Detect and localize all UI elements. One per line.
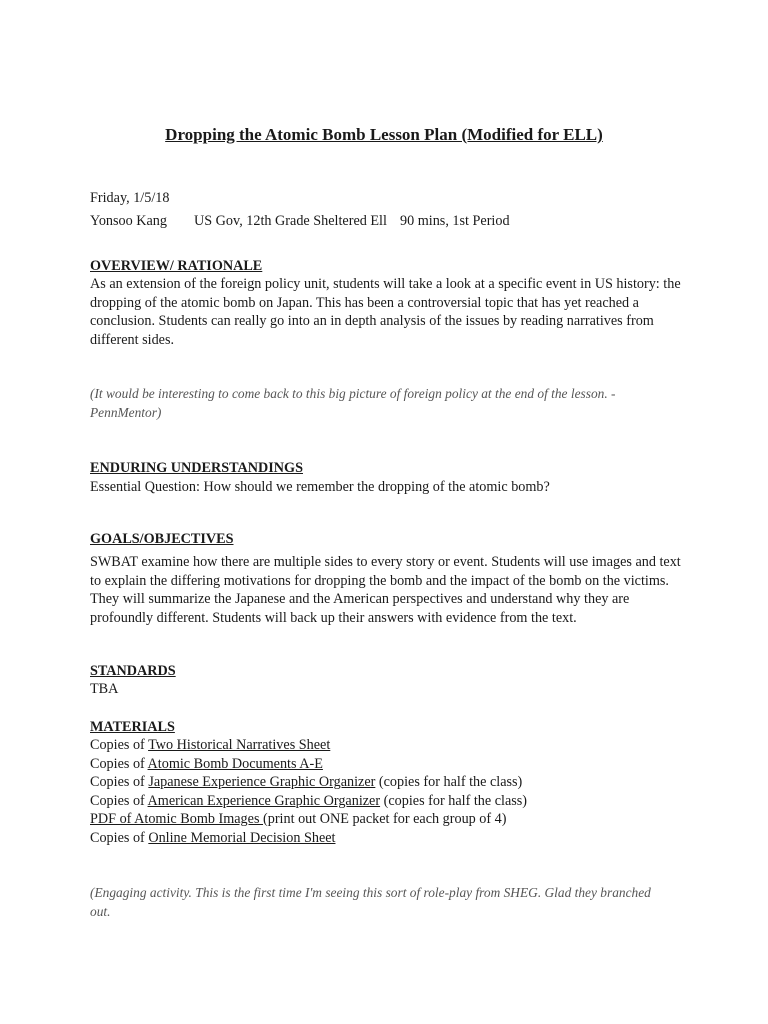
enduring-understandings-heading: ENDURING UNDERSTANDINGS [90,460,303,476]
material-link[interactable]: Two Historical Narratives Sheet [148,737,331,753]
materials-item [90,810,682,829]
materials-list [90,736,682,848]
materials-item [90,829,682,848]
materials-heading: MATERIALS [90,719,175,735]
item-prefix: Copies of [90,829,149,846]
material-link[interactable]: Atomic Bomb Documents A-E [147,755,323,772]
item-prefix: Copies of [90,774,149,791]
materials-item [90,755,682,774]
standards-text: TBA [90,681,119,697]
lesson-date: Friday, 1/5/18 [90,190,170,206]
goals-body [90,553,682,627]
overview-heading: OVERVIEW/ RATIONALE [90,258,263,274]
material-link[interactable]: Online Memorial Decision Sheet [148,829,336,846]
material-link[interactable]: PDF of Atomic Bomb Images [90,811,264,828]
class-duration: 90 mins, 1st Period [400,213,510,229]
goals-line: profoundly different. Students will back up their answers with evidence from the text. [90,609,577,626]
overview-line: dropping of the atomic bomb on Japan. This has been a controversial topic that has yet reached a [90,294,639,311]
goals-line: SWBAT examine how there are multiple sides to every story or event. Students will use images and text [90,554,681,570]
standards-heading: STANDARDS [90,663,176,679]
lesson-info-line [90,212,682,231]
material-link[interactable]: American Experience Graphic Organizer [147,792,381,809]
comment-line: PennMentor) [90,404,162,420]
item-suffix: (copies for half the class) [375,774,523,791]
materials-item [90,792,682,811]
essential-question: Essential Question: How should we remember the dropping of the atomic bomb? [90,479,550,495]
item-prefix: Copies of [90,755,148,772]
materials-item [90,736,682,755]
overview-line: different sides. [90,331,175,348]
comment-line: (Engaging activity. This is the first time I'm seeing this sort of role-play from SHEG. Glad they branched [90,885,651,900]
overview-line: As an extension of the foreign policy unit, students will take a look at a specific event in US history: the [90,276,681,292]
item-prefix: Copies of [90,792,148,809]
overview-body [90,275,682,349]
item-suffix: (copies for half the class) [380,792,528,809]
goals-line: to explain the differing motivations for dropping the bomb and the impact of the bomb on the victims. [90,572,669,589]
teacher-name: Yonsoo Kang [90,213,167,229]
mentor-comment [90,385,682,422]
goals-line: They will summarize the Japanese and the American perspectives and understand why they are [90,591,630,608]
course-name: US Gov, 12th Grade Sheltered Ell [194,213,387,229]
overview-line: conclusion. Students can really go into an in depth analysis of the issues by reading narratives from [90,313,654,330]
materials-item [90,773,682,792]
item-prefix: Copies of [90,737,149,753]
material-link[interactable]: Japanese Experience Graphic Organizer [148,774,376,791]
goals-heading: GOALS/OBJECTIVES [90,531,234,547]
comment-line: out. [90,903,111,919]
comment-line: (It would be interesting to come back to this big picture of foreign policy at the end of the lesson. - [90,386,616,401]
item-suffix: (print out ONE packet for each group of 4) [263,811,507,828]
document-title: Dropping the Atomic Bomb Lesson Plan (Modified for ELL) [165,125,603,144]
mentor-comment [90,884,682,921]
